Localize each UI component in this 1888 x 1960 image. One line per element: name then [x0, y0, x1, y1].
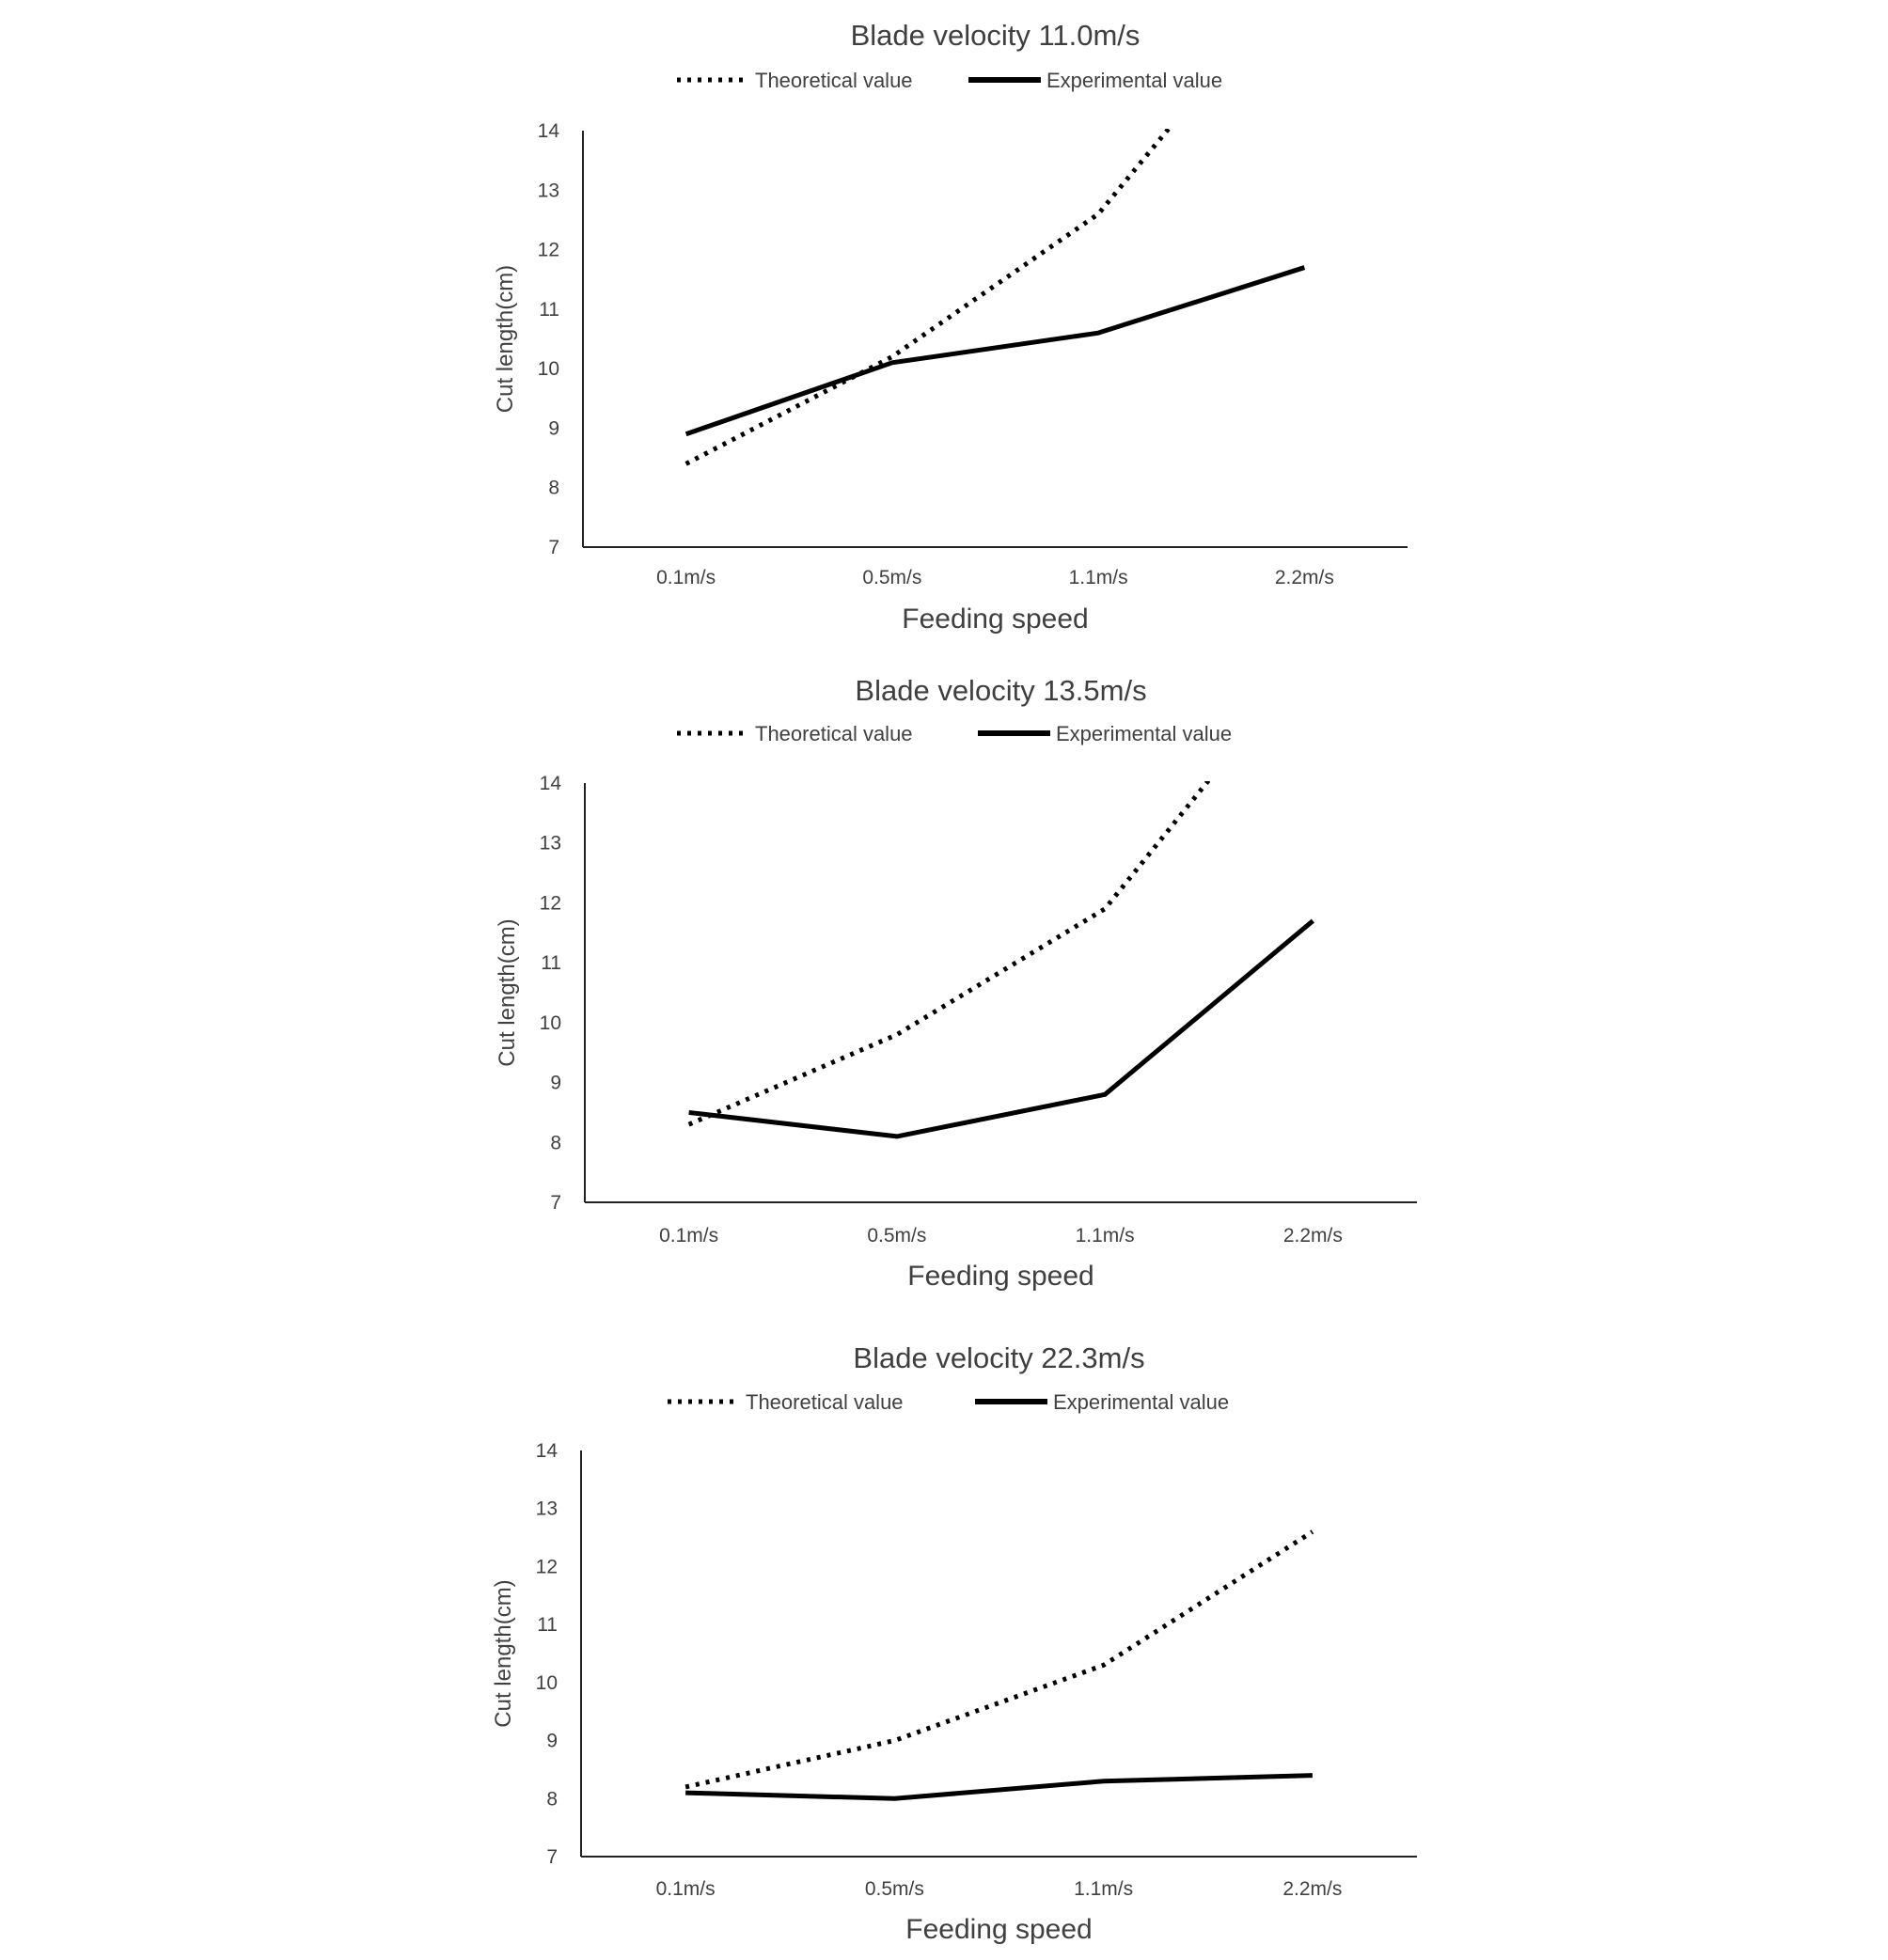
y-tick-label: 8 [548, 477, 559, 499]
y-tick-label: 13 [539, 832, 561, 855]
series-line-experimental [686, 268, 1305, 434]
x-tick-label: 0.1m/s [655, 1878, 716, 1900]
y-tick-label: 7 [550, 1192, 561, 1214]
y-tick-label: 11 [537, 1614, 558, 1637]
y-tick-label: 12 [539, 892, 561, 915]
y-tick-label: 12 [537, 239, 559, 261]
x-tick-label: 0.1m/s [656, 567, 716, 588]
x-tick-label: 0.5m/s [862, 567, 922, 588]
legend-label-theoretical: Theoretical value [755, 722, 913, 745]
y-tick-label: 10 [539, 1011, 561, 1034]
chart-title: Blade velocity 22.3m/s [853, 1341, 1145, 1374]
y-tick-label: 8 [550, 1132, 561, 1154]
y-tick-label: 9 [548, 417, 559, 440]
y-tick-label: 9 [546, 1730, 558, 1752]
y-tick-label: 11 [541, 952, 561, 975]
x-axis-title: Feeding speed [905, 1914, 1093, 1945]
y-tick-label: 10 [535, 1671, 558, 1694]
x-axis-title: Feeding speed [902, 604, 1089, 635]
chart-title: Blade velocity 13.5m/s [855, 674, 1147, 707]
y-tick-label: 9 [550, 1072, 561, 1094]
y-tick-label: 13 [535, 1497, 558, 1520]
chart-panel-3 [0, 1307, 1888, 1960]
y-tick-label: 14 [535, 1440, 558, 1462]
plot-area [685, 1531, 1313, 1798]
legend-label-experimental: Experimental value [1053, 1390, 1230, 1414]
y-tick-label: 10 [537, 358, 559, 381]
x-tick-label: 2.2m/s [1274, 567, 1334, 588]
y-tick-label: 11 [539, 298, 559, 321]
y-axis-title: Cut length(cm) [493, 264, 518, 414]
y-tick-label: 14 [539, 773, 561, 794]
chart-panel-1 [0, 0, 1888, 653]
y-axis-title: Cut length(cm) [495, 918, 520, 1067]
y-tick-label: 7 [546, 1846, 558, 1868]
x-tick-label: 1.1m/s [1068, 567, 1128, 588]
y-tick-label: 7 [548, 537, 559, 558]
y-tick-label: 8 [546, 1788, 558, 1811]
chart-svg-1 [0, 0, 1888, 653]
y-tick-label: 14 [537, 120, 559, 142]
series-line-experimental [689, 921, 1314, 1137]
chart-svg-2 [0, 653, 1888, 1307]
x-tick-label: 0.1m/s [659, 1225, 719, 1247]
y-tick-label: 12 [535, 1556, 558, 1578]
legend-label-experimental: Experimental value [1046, 69, 1223, 92]
legend-label-theoretical: Theoretical value [746, 1390, 904, 1414]
series-line-theoretical [685, 1531, 1313, 1787]
x-tick-label: 1.1m/s [1075, 1225, 1135, 1247]
legend-label-theoretical: Theoretical value [755, 69, 913, 92]
x-tick-label: 2.2m/s [1282, 1225, 1343, 1247]
x-axis-title: Feeding speed [907, 1261, 1094, 1292]
x-tick-label: 1.1m/s [1074, 1878, 1134, 1900]
x-tick-label: 2.2m/s [1282, 1878, 1343, 1900]
y-tick-label: 13 [537, 180, 559, 202]
legend-label-experimental: Experimental value [1056, 722, 1233, 745]
x-tick-label: 0.5m/s [864, 1878, 924, 1900]
y-axis-title: Cut length(cm) [491, 1579, 516, 1728]
chart-panel-2 [0, 653, 1888, 1307]
x-tick-label: 0.5m/s [867, 1225, 927, 1247]
chart-title: Blade velocity 11.0m/s [850, 19, 1141, 52]
series-line-experimental [685, 1776, 1313, 1799]
chart-svg-3 [0, 1307, 1888, 1960]
